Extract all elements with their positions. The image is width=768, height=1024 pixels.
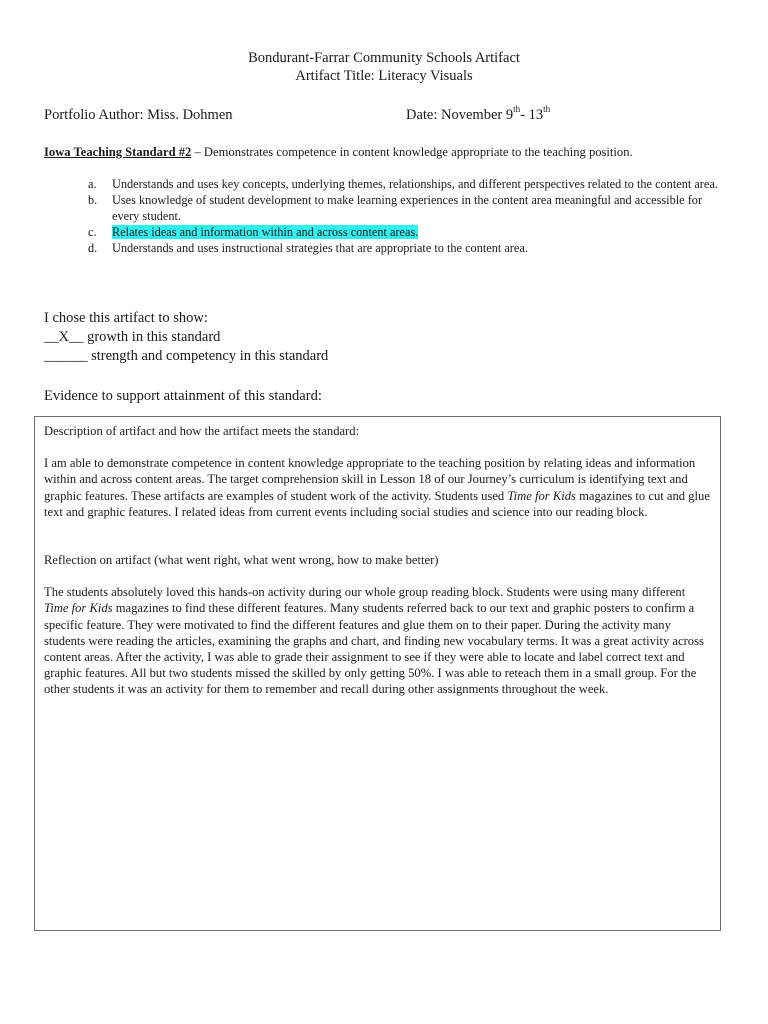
list-marker: c. — [88, 225, 97, 239]
choice-intro: I chose this artifact to show: — [44, 310, 208, 326]
reflection-text-1: The students absolutely loved this hands-on activity during our whole group reading block. Students were using many different — [44, 585, 686, 600]
list-item-text: Uses knowledge of student development to make learning experiences in the content area meaningful and accessible for every student. — [112, 193, 703, 223]
date — [406, 104, 551, 124]
reflection-magazine-title: Time for Kids — [44, 601, 113, 616]
description-text-1: I am able to demonstrate competence in content knowledge appropriate to the teaching position by relating ideas and information within and across content areas. The target comprehension skill in Lesson 18 of our Journey’s curriculum is identifying text and graphic features. These artifacts are examples of student work of the activity. Students used — [44, 456, 696, 503]
list-item-text: Understands and uses instructional strategies that are appropriate to the content area. — [112, 241, 528, 255]
choice-strength: ______ strength and competency in this standard — [44, 348, 329, 364]
date-mid: - 13 — [520, 107, 544, 123]
reflection-paragraph — [44, 584, 712, 697]
artifact-title: Artifact Title: Literacy Visuals — [295, 68, 473, 84]
date-sup-end: th — [543, 104, 551, 115]
description-heading: Description of artifact and how the artifact meets the standard: — [44, 424, 360, 438]
choice-growth: __X__ growth in this standard — [44, 329, 221, 345]
portfolio-author: Portfolio Author: Miss. Dohmen — [44, 107, 233, 123]
reflection-text-2: magazines to find these different features. Many students referred back to our text and graphic posters to confirm a specific feature. They were motivated to find the different features and glue them on to their paper. During the activity many students were reading the articles, examining the graphs and chart, and finding new vocabulary terms. It was a great activity across content areas. After the activity, I was able to grade their assignment to see if they were able to locate and label correct text and graphic features. All but two students missed the skilled by only getting 50%. I was able to reteach them in a small group. For the other students it was an activity for them to remember and recall during other assignments throughout the week. — [44, 601, 704, 697]
list-marker: b. — [88, 193, 98, 207]
date-sup-start: th — [513, 104, 521, 115]
evidence-box — [34, 416, 721, 931]
list-item-text: Understands and uses key concepts, underlying themes, relationships, and different perspectives related to the content area. — [112, 177, 718, 191]
standard-description: – Demonstrates competence in content knowledge appropriate to the teaching position. — [191, 145, 633, 159]
evidence-heading: Evidence to support attainment of this standard: — [44, 388, 322, 404]
list-item-text-highlighted: Relates ideas and information within and across content areas. — [112, 225, 419, 239]
list-marker: a. — [88, 177, 97, 191]
description-text-2: magazines to cut and glue text and graphic features. I related ideas from current events including social studies and science into our reading block. — [44, 488, 710, 519]
list-marker: d. — [88, 241, 98, 255]
standard-criteria-list — [88, 176, 728, 256]
list-item — [88, 224, 728, 240]
date-prefix: Date: November 9 — [406, 107, 514, 123]
standard-label: Iowa Teaching Standard #2 — [44, 145, 192, 159]
description-paragraph — [44, 455, 712, 520]
list-item — [88, 240, 728, 256]
evidence-box-content — [44, 423, 712, 698]
reflection-heading: Reflection on artifact (what went right, what went wrong, how to make better) — [44, 553, 439, 568]
standard-heading — [44, 145, 633, 160]
document-title: Bondurant-Farrar Community Schools Artifact — [248, 50, 520, 66]
list-item — [88, 176, 728, 192]
list-item — [88, 192, 728, 224]
description-magazine-title: Time for Kids — [507, 488, 576, 503]
